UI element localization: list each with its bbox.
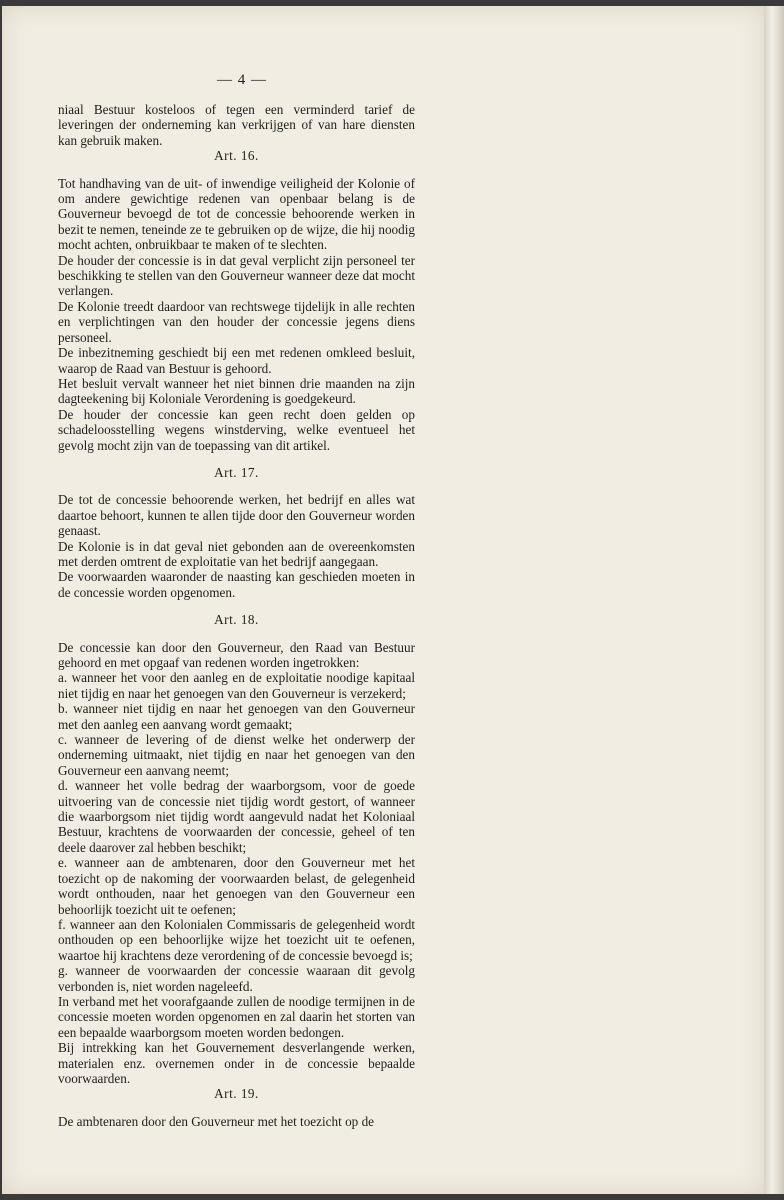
paragraph: De Kolonie treedt daardoor van rechtswege tijdelijk in alle rechten en verplichtingen van den houder der concessie jegens diens personeel.: [58, 298, 415, 345]
page-edge: [764, 6, 784, 1194]
paragraph: c. wanneer de levering of de dienst welke het onderwerp der onderneming uitmaakt, niet tijdig en naar het genoegen van den Gouverneur een aanvang neemt;: [58, 732, 415, 778]
paragraph: De Kolonie is in dat geval niet gebonden aan de overeenkomsten met derden omtrent de exploitatie van het bedrijf aangegaan.: [58, 538, 415, 569]
paragraph: De houder der concessie is in dat geval verplicht zijn personeel ter beschikking te stellen van den Gouverneur wanneer deze dat mocht verlangen.: [58, 252, 415, 299]
spacer: [58, 480, 415, 492]
document-body: [58, 102, 415, 1129]
paragraph: De concessie kan door den Gouverneur, den Raad van Bestuur gehoord en met opgaaf van redenen worden ingetrokken:: [58, 639, 415, 670]
paragraph: De houder der concessie kan geen recht doen gelden op schadeloosstelling wegens winstderving, welke eventueel het gevolg mocht zijn van de toepassing van dit artikel.: [58, 406, 415, 453]
paragraph: b. wanneer niet tijdig en naar het genoegen van den Gouverneur met den aanleg een aanvang wordt gemaakt;: [58, 701, 415, 732]
spacer: [58, 628, 415, 640]
paragraph: niaal Bestuur kosteloos of tegen een verminderd tarief de leveringen der onderneming kan verkrijgen of van hare diensten kan gebruik maken.: [58, 102, 415, 148]
article-heading: Art. 19.: [214, 1086, 259, 1102]
paragraph: d. wanneer het volle bedrag der waarborgsom, voor de goede uitvoering van de concessie niet tijdig wordt gestort, of wanneer die waarborgsom niet tijdig wordt aangevuld nadat het Koloniaal Bestuur, krachtens de voorwaarden der concessie, geheel of ten deele daarover zal hebben beschikt;: [58, 778, 415, 855]
page-number: — 4 —: [217, 72, 267, 88]
paragraph: De inbezitneming geschiedt bij een met redenen omkleed besluit, waarop de Raad van Bestuur is gehoord.: [58, 345, 415, 376]
paragraph: De tot de concessie behoorende werken, het bedrijf en alles wat daartoe behoort, kunnen te allen tijde door den Gouverneur worden genaast.: [58, 492, 415, 539]
paragraph: Bij intrekking kan het Gouvernement desverlangende werken, materialen enz. overnemen onder in de concessie bepaalde voorwaarden.: [58, 1040, 415, 1086]
spacer: [58, 453, 415, 465]
paragraph: g. wanneer de voorwaarden der concessie waaraan dit gevolg verbonden is, niet worden nageleefd.: [58, 963, 415, 994]
spacer: [58, 1102, 415, 1114]
paragraph: Het besluit vervalt wanneer het niet binnen drie maanden na zijn dagteekening bij Koloniale Verordening is goedgekeurd.: [58, 375, 415, 407]
article-heading: Art. 16.: [214, 148, 259, 164]
paragraph: e. wanneer aan de ambtenaren, door den Gouverneur met het toezicht op de nakoming der voorwaarden belast, de gelegenheid wordt onthouden, naar het genoegen van den Gouverneur een behoorlijk toezicht uit te oefenen;: [58, 855, 415, 917]
spacer: [58, 600, 415, 612]
paragraph: De voorwaarden waaronder de naasting kan geschieden moeten in de concessie worden opgenomen.: [58, 569, 415, 600]
paragraph: a. wanneer het voor den aanleg en de exploitatie noodige kapitaal niet tijdig en naar het genoegen van den Gouverneur is verzekerd;: [58, 670, 415, 701]
article-heading: Art. 18.: [214, 612, 259, 628]
paragraph: De ambtenaren door den Gouverneur met het toezicht op de: [58, 1113, 375, 1129]
spacer: [58, 164, 415, 176]
paragraph: f. wanneer aan den Kolonialen Commissaris de gelegenheid wordt onthouden op een behoorlijke wijze het toezicht uit te oefenen, waartoe hij krachtens deze verordening of de concessie bevoegd is;: [58, 916, 415, 963]
paragraph: In verband met het voorafgaande zullen de noodige termijnen in de concessie moeten worden opgenomen en zal daarin het storten van een bepaalde waarborgsom moeten worden bedongen.: [58, 993, 415, 1040]
article-heading: Art. 17.: [214, 464, 259, 480]
paragraph: Tot handhaving van de uit- of inwendige veiligheid der Kolonie of om andere gewichtige redenen van openbaar belang is de Gouverneur bevoegd de tot de concessie behoorende werken in bezit te nemen, teneinde ze te gebruiken op de wijze, die hij noodig mocht achten, onbruikbaar te maken of te slechten.: [58, 175, 415, 253]
